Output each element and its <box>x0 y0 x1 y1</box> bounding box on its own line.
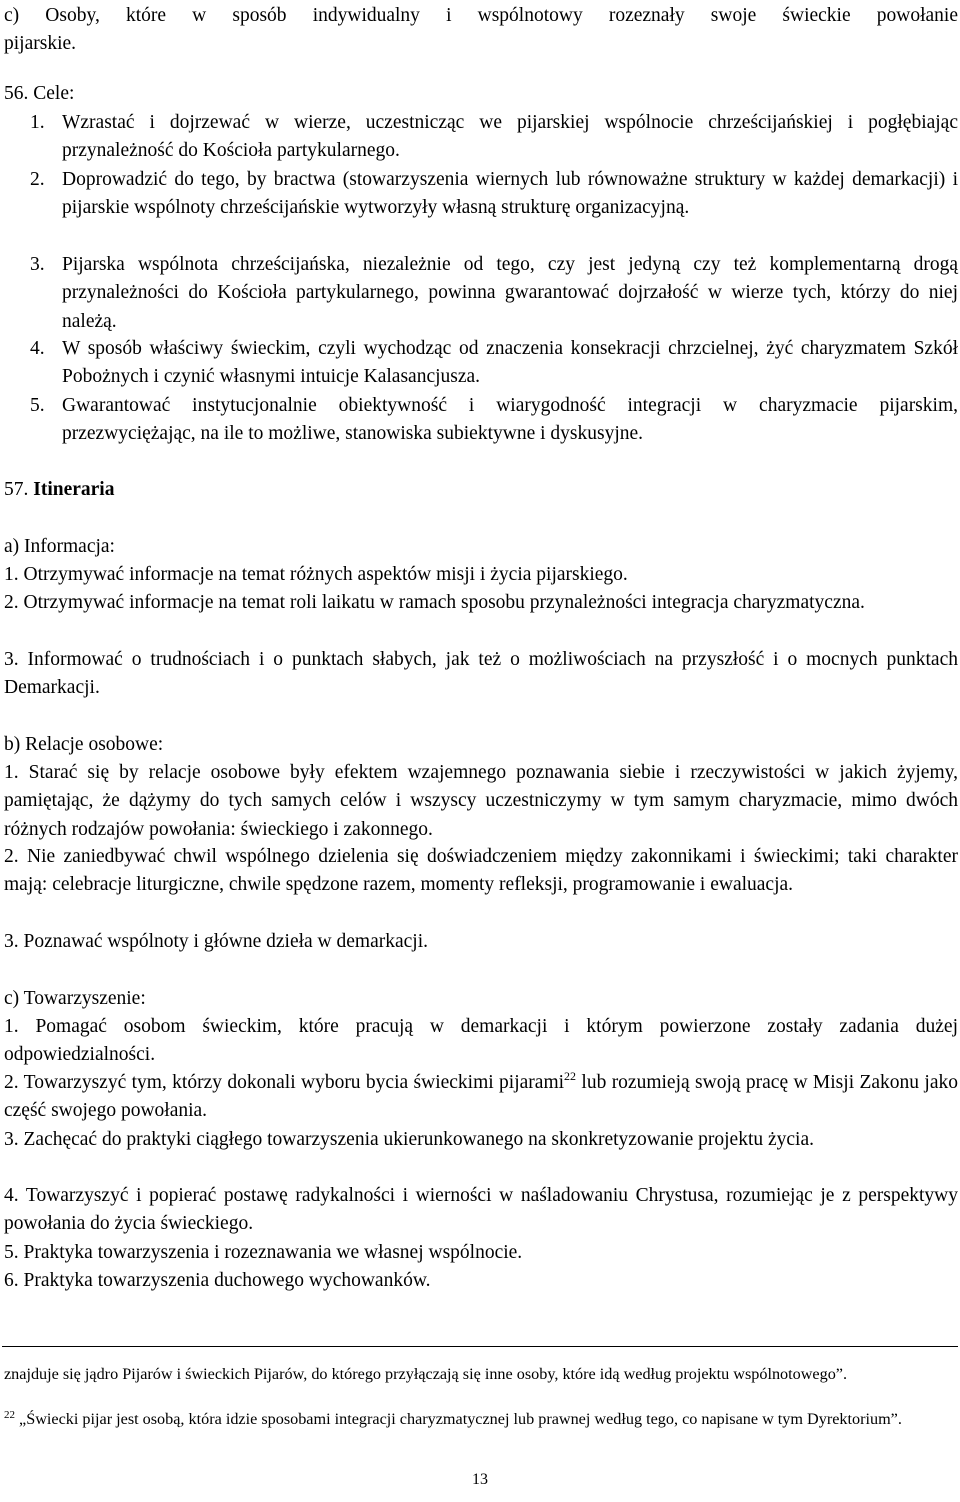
footnote-22-number: 22 <box>4 1409 15 1421</box>
goal-item-5 <box>30 392 958 449</box>
accompaniment-item-6: 6. Praktyka towarzyszenia duchowego wychowanków. <box>4 1270 431 1291</box>
intro-item-c <box>4 2 958 59</box>
goal-text: Doprowadzić do tego, by bractwa (stowarzyszenia wiernych lub równoważne struktury w każdej demarkacji) i pijarskie wspólnoty chrześcijańskie wytworzyły własną strukturę organizacyjną. <box>62 169 958 219</box>
goal-text: Gwarantować instytucjonalnie obiektywność i wiarygodność integracji w charyzmacie pijarskim, przezwyciężając, na ile to możliwe, stanowiska subiektywne i dyskusyjne. <box>62 395 958 445</box>
goal-number: 1. <box>30 112 45 133</box>
info-item-3: 3. Informować o trudnościach i o punktach słabych, jak też o możliwościach na przyszłość i o mocnych punktach Demarkacji. <box>4 649 958 699</box>
goal-text: Pijarska wspólnota chrześcijańska, niezależnie od tego, czy jest jedyną czy też komplementarną drogą przynależności do Kościoła partykularnego, powinna gwarantować dojrzałość w wierze tych, którzy do niej należą. <box>62 254 958 332</box>
goal-item-4 <box>30 335 958 392</box>
footnote-reference-22: 22 <box>564 1069 577 1083</box>
subsection-b-heading: b) Relacje osobowe: <box>4 734 164 755</box>
intro-line-1: c) Osoby, które w sposób indywidualny i wspólnotowy rozeznały swoje świeckie powołanie <box>4 5 958 26</box>
accompaniment-item-2-continued: lub rozumieją swoją pracę w Misji Zakonu jako część swojego powołania. <box>4 1072 958 1122</box>
goal-item-2 <box>30 166 958 223</box>
footnote-22-text: „Świecki pijar jest osobą, która idzie sposobami integracji charyzmatycznej lub prawnej według tego, co napisane w tym Dyrektorium”. <box>15 1410 902 1428</box>
footnote-divider <box>2 1346 958 1347</box>
footnote-continued: znajduje się jądro Pijarów i świeckich Pijarów, do którego przyłączają się inne osoby, które idą według projektu wspólnotowego”. <box>4 1365 848 1383</box>
accompaniment-item-2-text: 2. Towarzyszyć tym, którzy dokonali wyboru bycia świeckimi pijarami <box>4 1072 565 1093</box>
info-item-1: 1. Otrzymywać informacje na temat różnych aspektów misji i życia pijarskiego. <box>4 564 628 585</box>
goal-number: 2. <box>30 169 45 190</box>
section-57-title: Itineraria <box>33 479 115 500</box>
goal-item-3 <box>30 251 958 336</box>
section-57-number: 57. <box>4 479 29 500</box>
accompaniment-item-2 <box>4 1069 958 1126</box>
relations-item-1: 1. Starać się by relacje osobowe były efektem wzajemnego poznawania siebie i rzeczywistości w jakich żyjemy, pamiętając, że dążymy do tych samych celów i wszyscy uczestniczymy w tym samym charyzmacie, mimo dwóch różnych rodzajów powołania: świeckiego i zakonnego. <box>4 762 958 840</box>
section-57-heading <box>4 476 958 504</box>
page-number: 13 <box>472 1471 488 1488</box>
subsection-a-heading: a) Informacja: <box>4 536 115 557</box>
goal-number: 5. <box>30 395 45 416</box>
goal-item-1 <box>30 109 958 166</box>
accompaniment-item-3: 3. Zachęcać do praktyki ciągłego towarzyszenia ukierunkowanego na skonkretyzowanie projektu życia. <box>4 1129 815 1150</box>
goal-number: 3. <box>30 254 45 275</box>
accompaniment-item-4: 4. Towarzyszyć i popierać postawę radykalności i wierności w naśladowaniu Chrystusa, rozumiejąc je z perspektywy powołania do życia świeckiego. <box>4 1185 958 1235</box>
intro-line-2: pijarskie. <box>4 33 77 55</box>
goal-text: Wzrastać i dojrzewać w wierze, uczestnicząc we pijarskiej wspólnocie chrześcijańskiej i pogłębiając przynależność do Kościoła partykularnego. <box>62 112 958 162</box>
accompaniment-item-5: 5. Praktyka towarzyszenia i rozeznawania we własnej wspólnocie. <box>4 1242 523 1263</box>
relations-item-2: 2. Nie zaniedbywać chwil wspólnego dzielenia się doświadczeniem między zakonnikami i świeckimi; taki charakter mają: celebracje liturgiczne, chwile spędzone razem, momenty refleksji, programowanie i ewaluacja. <box>4 846 958 896</box>
subsection-c-heading: c) Towarzyszenie: <box>4 988 146 1009</box>
relations-item-3: 3. Poznawać wspólnoty i główne dzieła w demarkacji. <box>4 931 429 952</box>
footnote-22 <box>4 1409 958 1429</box>
accompaniment-item-1: 1. Pomagać osobom świeckim, które pracują w demarkacji i którym powierzone zostały zadania dużej odpowiedzialności. <box>4 1016 958 1066</box>
section-56-heading: 56. Cele: <box>4 83 75 104</box>
goal-number: 4. <box>30 338 45 359</box>
goal-text: W sposób właściwy świeckim, czyli wychodząc od znaczenia konsekracji chrzcielnej, żyć charyzmatem Szkół Pobożnych i czynić własnymi intuicje Kalasancjusza. <box>62 338 958 388</box>
info-item-2: 2. Otrzymywać informacje na temat roli laikatu w ramach sposobu przynależności integracja charyzmatyczna. <box>4 592 865 613</box>
